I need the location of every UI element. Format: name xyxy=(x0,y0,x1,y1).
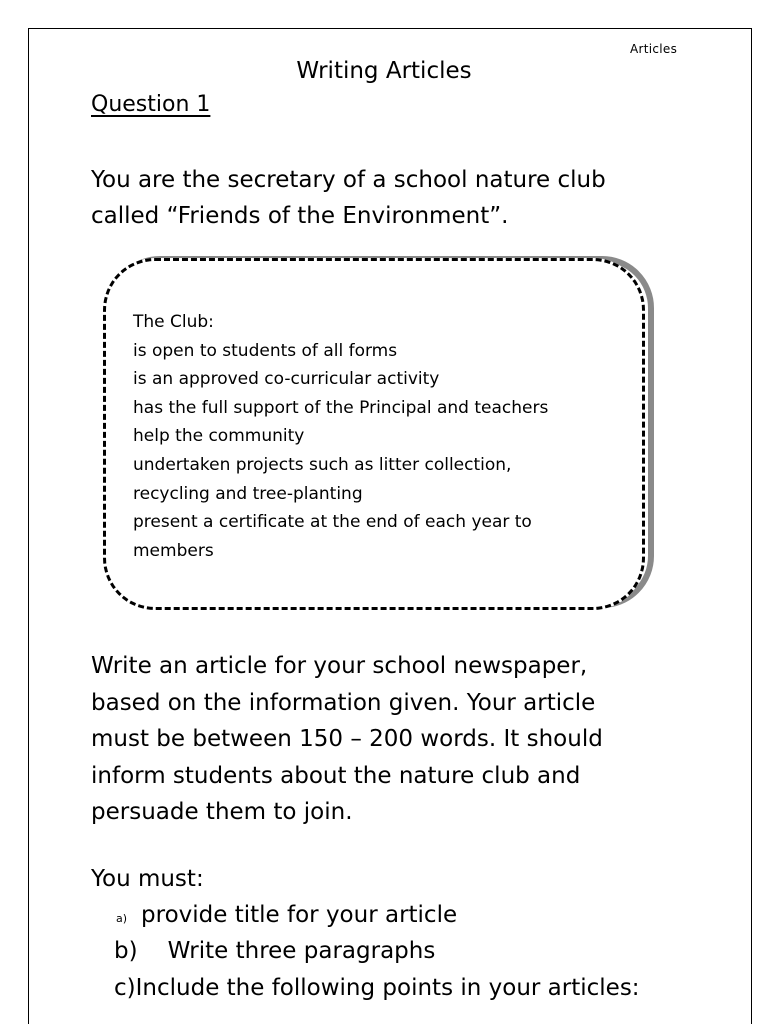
task-line: Write an article for your school newspaper, xyxy=(91,653,588,679)
requirement-item-a xyxy=(116,902,457,928)
task-line: must be between 150 – 200 words. It should xyxy=(91,726,603,752)
intro-line: called “Friends of the Environment”. xyxy=(91,203,509,229)
requirement-item-b xyxy=(114,938,435,964)
club-info-line: The Club: xyxy=(133,312,214,332)
club-info-line: has the full support of the Principal and teachers xyxy=(133,397,549,418)
running-header: Articles xyxy=(630,42,678,56)
club-info-line: is an approved co-curricular activity xyxy=(133,369,440,390)
list-marker: a) xyxy=(116,912,128,925)
intro-line: You are the secretary of a school nature club xyxy=(91,167,606,193)
task-line: inform students about the nature club and xyxy=(91,762,581,789)
club-info-line: members xyxy=(133,540,214,561)
task-line: based on the information given. Your article xyxy=(91,689,596,716)
list-marker: b) xyxy=(114,938,138,964)
club-info-text xyxy=(133,308,548,565)
club-info-line: present a certificate at the end of each year to xyxy=(133,512,532,533)
club-info-line: is open to students of all forms xyxy=(133,340,398,361)
question-label: Question 1 xyxy=(91,92,211,117)
requirements-heading: You must: xyxy=(91,866,204,892)
club-info-line: undertaken projects such as litter collection, xyxy=(133,454,512,475)
intro-paragraph xyxy=(91,162,691,234)
requirement-item-c: c)Include the following points in your articles: xyxy=(114,975,640,1001)
club-info-line: recycling and tree-planting xyxy=(133,483,363,504)
requirement-text: provide title for your article xyxy=(141,902,458,928)
requirement-text: Write three paragraphs xyxy=(167,938,436,964)
document-title: Writing Articles xyxy=(296,58,472,84)
task-paragraph xyxy=(91,648,711,831)
club-info-line: help the community xyxy=(133,426,305,447)
task-line: persuade them to join. xyxy=(91,799,353,825)
